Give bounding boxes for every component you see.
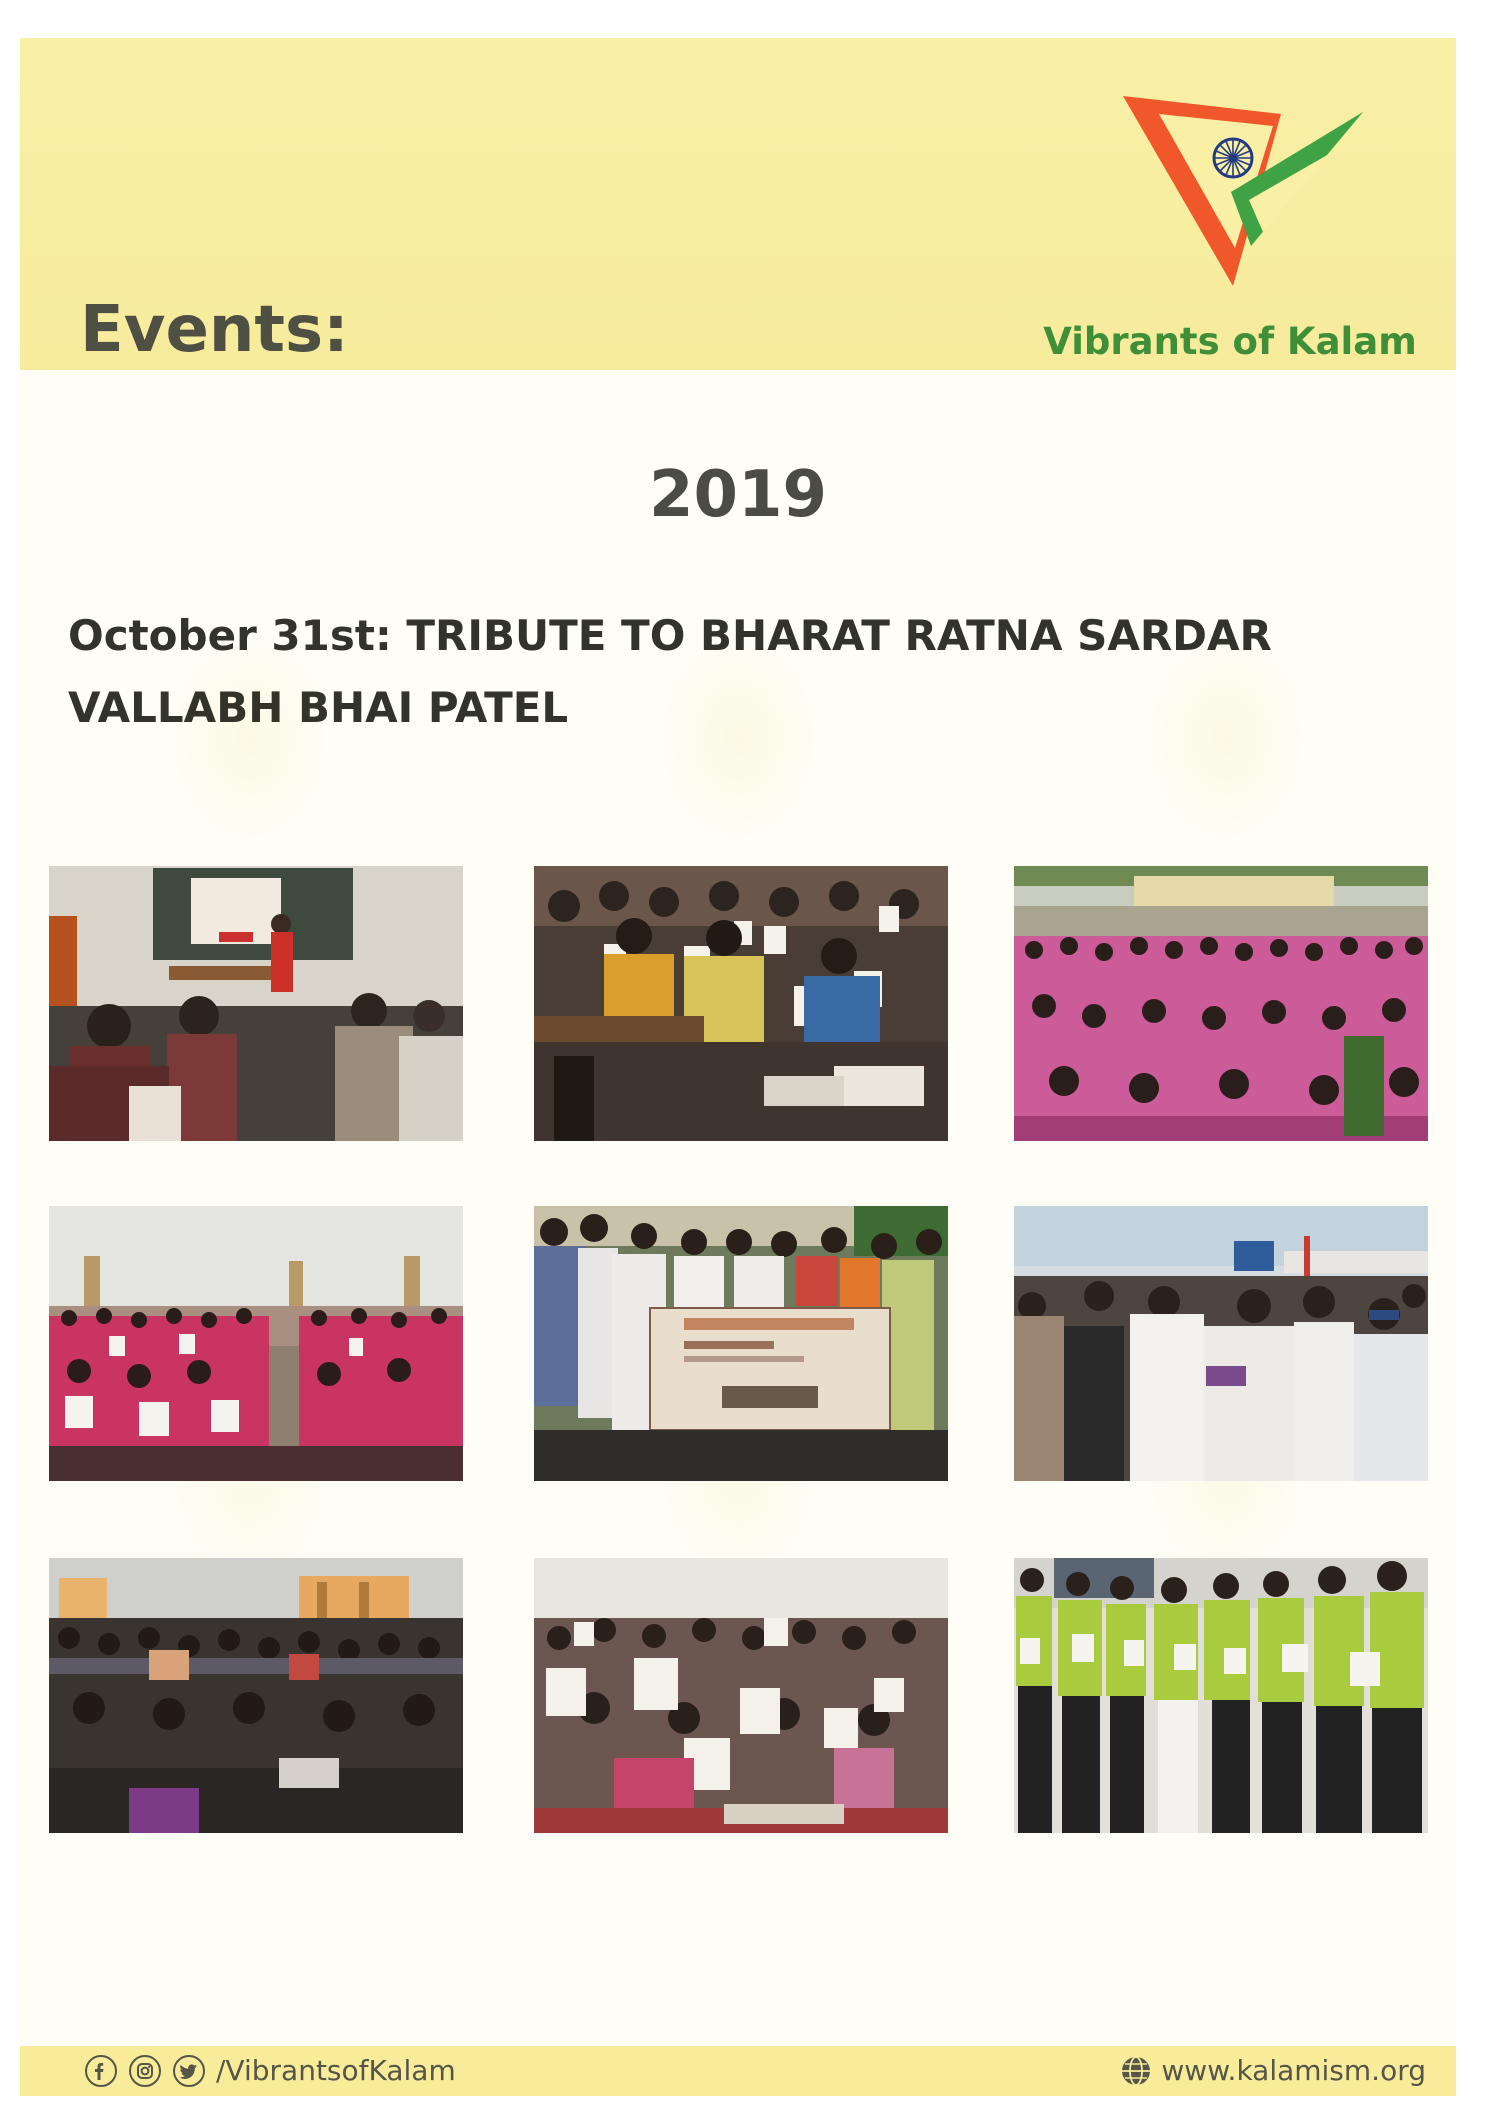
twitter-icon[interactable] <box>172 2054 206 2088</box>
event-photo-hall-pledge <box>49 1206 463 1481</box>
social-handle[interactable]: /VibrantsofKalam <box>216 2054 456 2087</box>
website-link[interactable] <box>1119 2051 1426 2091</box>
social-links <box>84 2051 456 2091</box>
event-photo-outdoor-assembly <box>1014 866 1428 1141</box>
events-page <box>20 38 1456 2096</box>
event-photo-students-holding-pledges <box>534 866 948 1141</box>
event-photo-volunteers-group <box>1014 1206 1428 1481</box>
vibrants-of-kalam-logo <box>1025 96 1435 376</box>
event-photo-classroom-students <box>49 1558 463 1833</box>
event-photo-green-tshirt-volunteers <box>1014 1558 1428 1833</box>
header-band <box>20 38 1456 370</box>
event-title: October 31st: TRIBUTE TO BHARAT RATNA SARDAR VALLABH BHAI PATEL <box>68 611 1272 732</box>
footer-band <box>20 2046 1456 2096</box>
instagram-icon[interactable] <box>128 2054 162 2088</box>
facebook-icon[interactable] <box>84 2054 118 2088</box>
page-heading: Events: <box>80 293 349 367</box>
logo-mark-icon <box>1123 96 1363 286</box>
year-heading: 2019 <box>648 458 828 532</box>
website-url[interactable]: www.kalamism.org <box>1161 2054 1426 2087</box>
globe-icon <box>1119 2054 1153 2088</box>
brand-name: Vibrants of Kalam <box>1043 320 1417 363</box>
event-photo-students-cards <box>534 1558 948 1833</box>
event-photo-national-unity-banner <box>534 1206 948 1481</box>
event-photo-classroom-meeting <box>49 866 463 1141</box>
